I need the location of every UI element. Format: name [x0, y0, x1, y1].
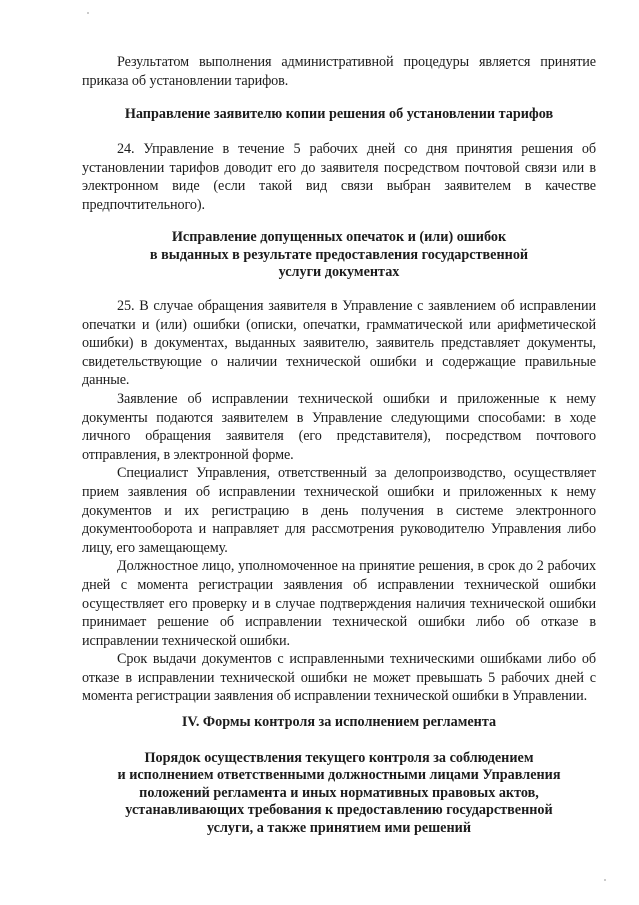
paragraph-registration: Специалист Управления, ответственный за делопроизводство, осуществляет прием заявления об исправлении технической ошибки и приложенных к нему документов и их регистрацию в день получения в системе электронного документооборота и направляет для рассмотрения руководителю Управления либо лицу, его замещающему. [82, 465, 596, 556]
heading-line: услуги документах [278, 264, 400, 280]
scan-speck [87, 12, 89, 14]
heading-error-correction [82, 229, 596, 282]
scan-speck [604, 879, 606, 881]
intro-text [82, 53, 596, 90]
heading-line: услуги, а также принятием ими решений [207, 819, 471, 836]
paragraph-24: 24. Управление в течение 5 рабочих дней со дня принятия решения об установлении тарифов доводит его до заявителя посредством почтовой связи или в электронном виде (если такой вид связи выбран заявителем в качестве предпочтительного). [82, 141, 596, 213]
paragraph-application-submission: Заявление об исправлении технической ошибки и приложенные к нему документы подаются заявителем в Управление следующими способами: в ходе личного обращения заявителя (его представителя), посредством почтового отправления, в электронной форме. [82, 390, 596, 463]
section-24 [82, 140, 596, 214]
heading-line: и исполнением ответственными должностными лицами Управления [117, 767, 561, 784]
heading-section-iv [82, 714, 596, 732]
paragraph-intro: Результатом выполнения административной процедуры является принятие приказа об установлении тарифов. [82, 54, 596, 89]
heading-line: Исправление допущенных опечаток и (или) ошибок [171, 229, 507, 245]
heading-copy-of-decision [82, 106, 596, 124]
heading-line: в выданных в результате предоставления государственной [149, 246, 529, 263]
paragraph-25: 25. В случае обращения заявителя в Управление с заявлением об исправлении опечатки и (или) ошибки (описки, опечатки, грамматической или арифметической ошибки) в документах, выданных заявителю, заявитель представляет документы, свидетельствующие о наличии технической ошибки и содержащие правильные данные. [82, 298, 596, 389]
heading-line: IV. Формы контроля за исполнением регламента [181, 714, 497, 730]
heading-line: Порядок осуществления текущего контроля за соблюдением [144, 750, 534, 766]
heading-line: положений регламента и иных нормативных правовых актов, [139, 784, 539, 801]
section-25 [82, 297, 596, 706]
paragraph-deadline: Срок выдачи документов с исправленными техническими ошибками либо об отказе в исправлении технической ошибки не может превышать 5 рабочих дней с момента регистрации заявления об исправлении технической ошибки в Управлении. [82, 651, 596, 705]
heading-current-control [82, 750, 596, 837]
heading-line: устанавливающих требования к предоставлению государственной [125, 802, 553, 819]
heading-line: Направление заявителю копии решения об установлении тарифов [124, 106, 554, 122]
paragraph-verification: Должностное лицо, уполномоченное на принятие решения, в срок до 2 рабочих дней с момента регистрации заявления об исправлении технической ошибки осуществляет его проверку и в случае подтверждения наличия технической ошибки принимает решение об исправлении технической ошибки либо об отказе в исправлении технической ошибки. [82, 558, 596, 649]
